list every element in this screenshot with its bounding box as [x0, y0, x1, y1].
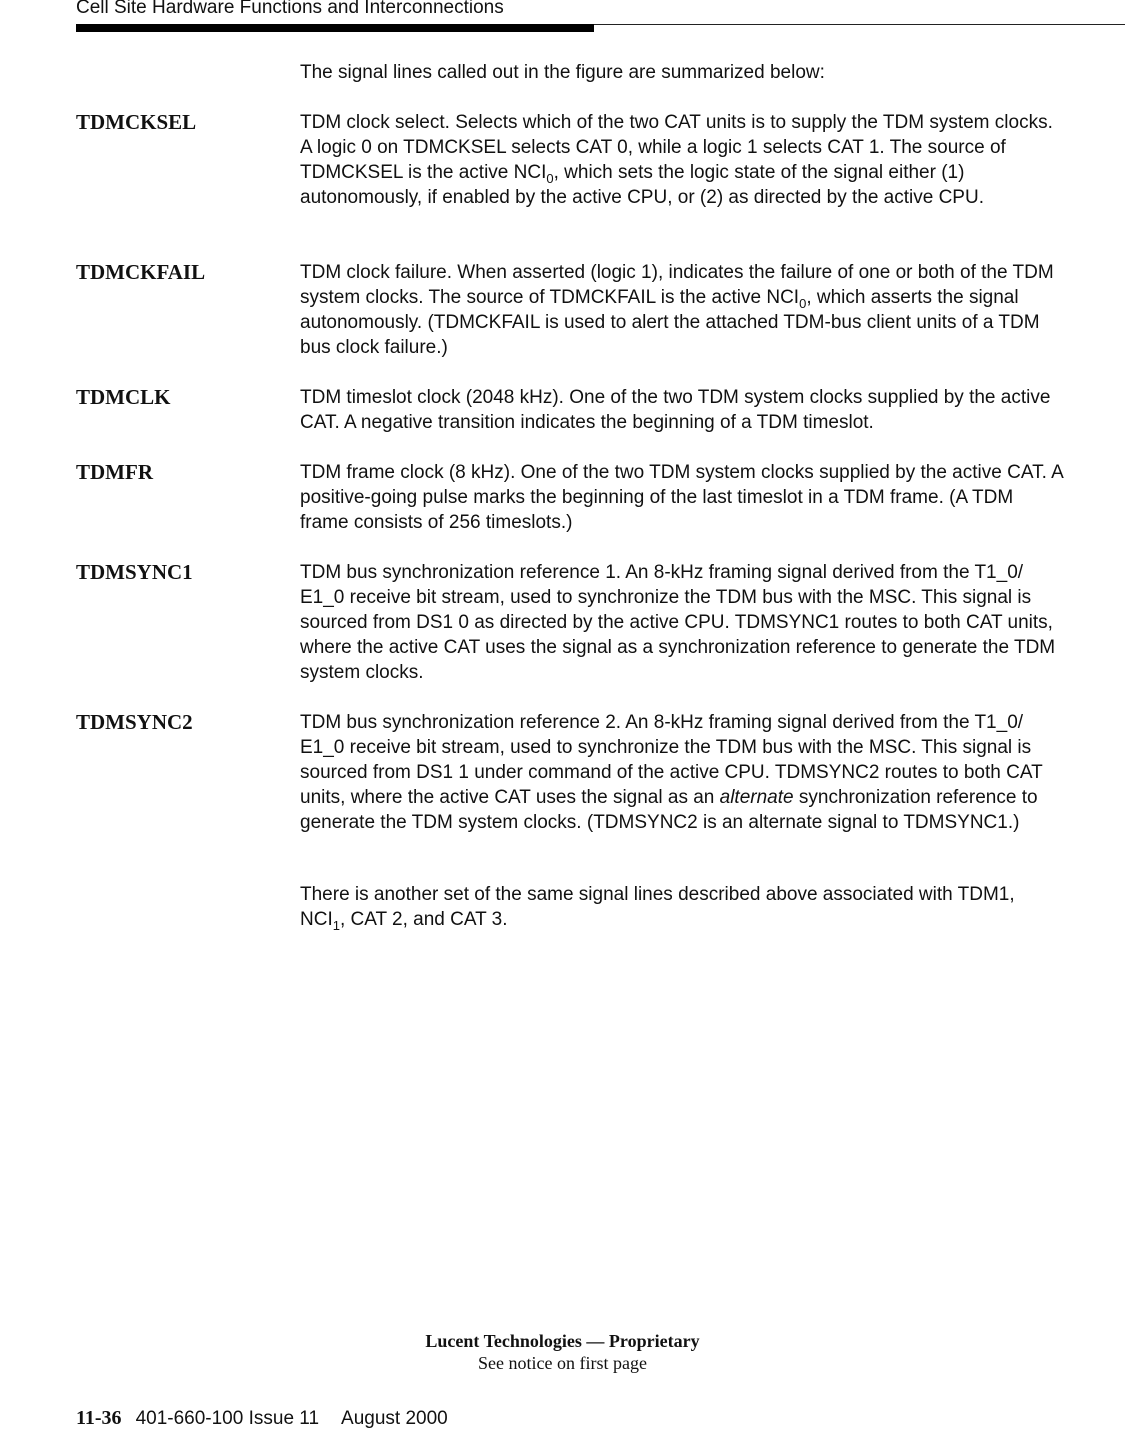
- term-label: TDMCKFAIL: [76, 260, 206, 284]
- subscript: 0: [546, 170, 554, 186]
- issue-date: August 2000: [341, 1408, 448, 1429]
- closing-text: There is another set of the same signal lines described above associated with TDM1, NCI: [300, 884, 1015, 930]
- term-description: [300, 260, 1066, 360]
- footer-folio: [76, 1407, 448, 1430]
- term-label: TDMFR: [76, 460, 153, 484]
- description-text: TDM clock failure. When asserted (logic 1), indicates the failure of one or both of the TDM system clocks. The source of TDMCKFAIL is the active NCI: [300, 262, 1054, 308]
- running-header: Cell Site Hardware Functions and Interconnections: [76, 0, 504, 18]
- subscript: 0: [799, 295, 807, 311]
- closing-paragraph: [300, 882, 1060, 932]
- footer-notice: See notice on first page: [478, 1353, 647, 1373]
- header-rule-thick: [76, 24, 594, 32]
- closing-text: , CAT 2, and CAT 3.: [339, 909, 508, 930]
- term-label: TDMSYNC2: [76, 710, 193, 734]
- intro-text: The signal lines called out in the figure are summarized below:: [300, 62, 825, 83]
- subscript: 1: [332, 917, 340, 933]
- description-text: , which asserts the signal autonomously. (TDMCKFAIL is used to alert the attached TDM-bus client units of a TDM bus clock failure.): [300, 287, 1040, 358]
- term-label: TDMCKSEL: [76, 110, 197, 134]
- term-label: TDMSYNC1: [76, 560, 193, 584]
- term-description: TDM timeslot clock (2048 kHz). One of the two TDM system clocks supplied by the active CAT. A negative transition indicates the beginning of a TDM timeslot.: [300, 387, 1051, 433]
- description-text: , which sets the logic state of the signal either (1) autonomously, if enabled by the active CPU, or (2) as directed by the active CPU.: [300, 162, 984, 208]
- description-text: TDM bus synchronization reference 2. An 8-kHz framing signal derived from the T1_0/ E1_0 receive bit stream, used to synchronize the TDM bus with the MSC. This signal is sourced from DS1 1 under command of the active CPU. TDMSYNC2 routes to both CAT units, where the active CAT uses the signal as an: [300, 712, 1043, 808]
- term-description: TDM bus synchronization reference 1. An 8-kHz framing signal derived from the T1_0/ E1_0 receive bit stream, used to synchronize the TDM bus with the MSC. This signal is sourced from DS1 0 as directed by the active CPU. TDMSYNC1 routes to both CAT units, where the active CAT uses the signal as a synchronization reference to generate the TDM system clocks.: [300, 562, 1056, 683]
- description-text: TDM clock select. Selects which of the two CAT units is to supply the TDM system clocks. A logic 0 on TDMCKSEL selects CAT 0, while a logic 1 selects CAT 1. The source of TDMCKSEL is the active NCI: [300, 112, 1053, 183]
- term-description: TDM frame clock (8 kHz). One of the two TDM system clocks supplied by the active CAT. A positive-going pulse marks the beginning of the last timeslot in a TDM frame. (A TDM frame consists of 256 timeslots.): [300, 462, 1063, 533]
- description-text: synchronization reference to generate the TDM system clocks. (TDMSYNC2 is an alternate signal to TDMSYNC1.): [300, 787, 1038, 833]
- term-description: [300, 110, 1066, 210]
- term-description: [300, 710, 1066, 835]
- footer-company: Lucent Technologies — Proprietary: [425, 1331, 700, 1351]
- page-number: 11-36: [76, 1407, 122, 1429]
- emphasis-text: alternate: [719, 787, 794, 808]
- term-label: TDMCLK: [76, 385, 171, 409]
- document-number: 401-660-100 Issue 11: [135, 1408, 320, 1429]
